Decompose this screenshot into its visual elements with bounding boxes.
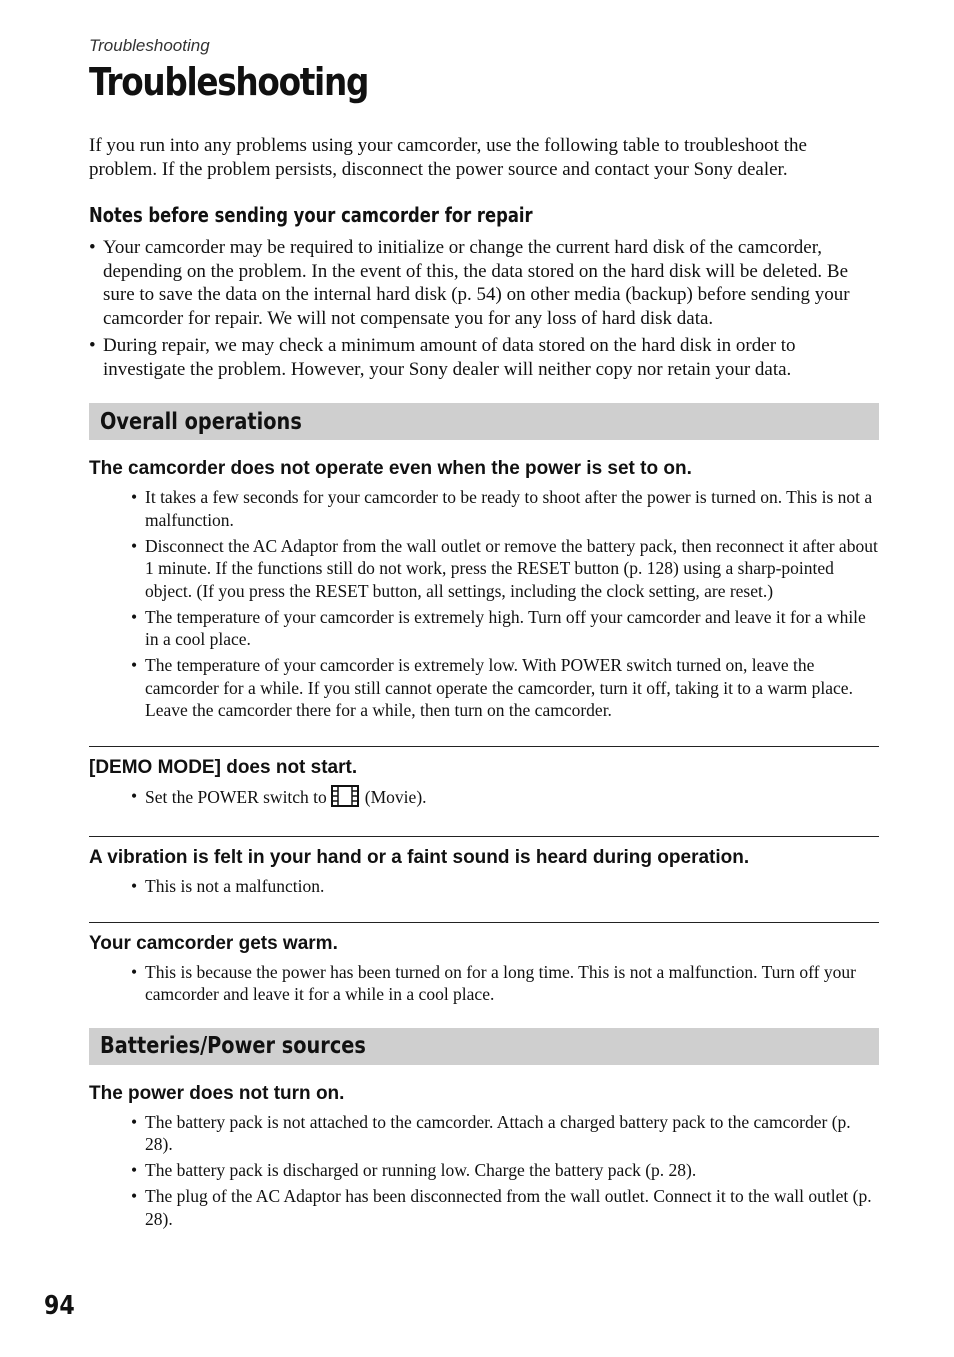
list-item — [145, 785, 879, 813]
issue-heading: A vibration is felt in your hand or a faint sound is heard during operation. — [89, 847, 750, 868]
issue-heading: [DEMO MODE] does not start. — [89, 756, 358, 778]
list-item: • The temperature of your camcorder is extremely high. Turn off your camcorder and leave it for a while in a cool place. — [145, 606, 879, 651]
list-item: • The temperature of your camcorder is extremely low. With POWER switch turned on, leave the camcorder for a while. If you still cannot operate the camcorder, turn it off, taking it to a warm place. Leave the camcorder there for a while, then turn on the camcorder. — [145, 654, 879, 722]
issue-items — [89, 785, 879, 813]
intro-paragraph: If you run into any problems using your camcorder, use the following table to troubleshoot the problem. If the problem persists, disconnect the power source and contact your Sony dealer. — [89, 135, 807, 180]
section-title: Overall operations — [100, 408, 302, 435]
list-item: • It takes a few seconds for your camcorder to be ready to shoot after the power is turned on. This is not a malfunction. — [145, 486, 879, 531]
notes-list — [89, 236, 879, 381]
list-item: • The battery pack is discharged or running low. Charge the battery pack (p. 28). — [145, 1159, 879, 1182]
issue-items — [89, 961, 879, 1006]
notes-heading: Notes before sending your camcorder for repair — [89, 203, 533, 227]
issue-heading: Your camcorder gets warm. — [89, 932, 338, 954]
section-header-batteries-power-sources — [89, 1028, 879, 1065]
list-item: • The battery pack is not attached to the camcorder. Attach a charged battery pack to the camcorder (p. 28). — [145, 1111, 879, 1156]
list-item: • This is not a malfunction. — [145, 875, 879, 898]
issue-heading: The power does not turn on. — [89, 1082, 345, 1104]
item-text: Set the POWER switch to — [145, 786, 327, 807]
list-item: • Your camcorder may be required to initialize or change the current hard disk of the camcorder, depending on the problem. In the event of this, the data stored on the hard disk will be deleted. Be sure to save the data on the internal hard disk (p. 54) on other media (backup) before sending your camcorder for repair. We will not compensate you for any loss of hard disk data. — [89, 236, 879, 330]
list-item: • This is because the power has been turned on for a long time. This is not a malfunction. Turn off your camcorder and leave it for a while in a cool place. — [145, 961, 879, 1006]
page-content — [89, 34, 879, 1234]
issue-block — [89, 836, 879, 898]
running-head: Troubleshooting — [89, 36, 210, 55]
issue-items — [89, 486, 879, 722]
issue-items — [89, 875, 879, 898]
movie-icon — [331, 785, 359, 813]
list-item: • Disconnect the AC Adaptor from the wall outlet or remove the battery pack, then reconnect it after about 1 minute. If the functions still do not work, press the RESET button (p. 128) using a sharp-pointed object. (If you press the RESET button, all settings, including the clock setting, are reset.) — [145, 535, 879, 603]
section-header-overall-operations — [89, 403, 879, 440]
page-title: Troubleshooting — [89, 60, 369, 104]
issue-heading: The camcorder does not operate even when the power is set to on. — [89, 458, 692, 479]
list-item: • The plug of the AC Adaptor has been disconnected from the wall outlet. Connect it to the wall outlet (p. 28). — [145, 1185, 879, 1230]
section-title: Batteries/Power sources — [100, 1033, 366, 1059]
issue-block — [89, 1081, 879, 1231]
issue-block — [89, 746, 879, 813]
item-text: (Movie). — [364, 786, 427, 807]
list-item: • During repair, we may check a minimum amount of data stored on the hard disk in order to investigate the problem. However, your Sony dealer will neither copy nor retain your data. — [89, 334, 879, 381]
page-number: 94 — [44, 1291, 75, 1321]
issue-block — [89, 922, 879, 1006]
issue-items — [89, 1111, 879, 1231]
issue-block — [89, 456, 879, 722]
